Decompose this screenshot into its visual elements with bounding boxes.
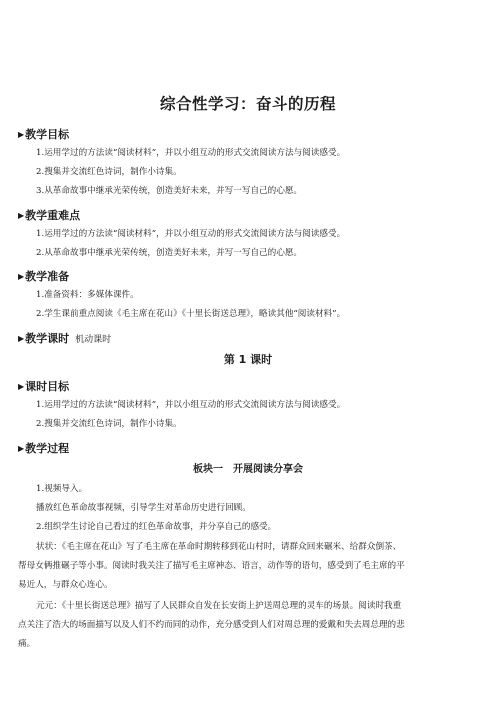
lesson-title: 第 1 课时 (223, 353, 273, 366)
lesson-objective-item: 1.运用学过的方法读“阅读材料”，并以小组互动的形式交流阅读方法与阅读感受。 (36, 400, 346, 410)
class-hours-value: 机动课时 (75, 335, 112, 345)
section-heading-lesson-objectives: ▶课时目标 (18, 380, 70, 393)
triangle-bullet-icon: ▶ (18, 382, 25, 391)
objective-item: 2.搜集并交流红色诗词，制作小诗集。 (36, 167, 182, 177)
paragraph-line: 点关注了浩大的场面描写以及人们不约而同的动作，充分感受到人们对周总理的爱戴和失去周总理的悲 (18, 620, 405, 630)
process-step: 播放红色革命故事视频，引导学生对革命历史进行回顾。 (36, 503, 251, 513)
preparation-item: 1.准备资料：多媒体课件。 (36, 290, 139, 300)
triangle-bullet-icon: ▶ (18, 211, 25, 220)
objective-item: 3.从革命故事中继承光荣传统，创造美好未来，并写一写自己的心愿。 (36, 186, 303, 196)
triangle-bullet-icon: ▶ (18, 272, 25, 281)
section-heading-objectives: ▶教学目标 (18, 128, 70, 141)
triangle-bullet-icon: ▶ (18, 334, 25, 343)
page-title: 综合性学习：奋斗的历程 (159, 95, 336, 113)
objective-item: 1.运用学过的方法读“阅读材料”，并以小组互动的形式交流阅读方法与阅读感受。 (36, 148, 346, 158)
triangle-bullet-icon: ▶ (18, 130, 25, 139)
process-step: 2.组织学生讨论自己看过的红色革命故事，并分享自己的感受。 (36, 522, 277, 532)
preparation-item: 2.学生课前重点阅读《毛主席在花山》《十里长街送总理》，略读其他“阅读材料”。 (36, 309, 346, 319)
paragraph-line: 痛。 (18, 639, 36, 649)
key-point-item: 1.运用学过的方法读“阅读材料”，并以小组互动的形式交流阅读方法与阅读感受。 (36, 229, 346, 239)
process-step: 1.视频导入。 (36, 484, 88, 494)
section-heading-class-hours: ▶教学课时 机动课时 (18, 332, 112, 345)
section-heading-preparation: ▶教学准备 (18, 270, 70, 283)
section-heading-key-points: ▶教学重难点 (18, 209, 81, 222)
key-point-item: 2.从革命故事中继承光荣传统，创造美好未来，并写一写自己的心愿。 (36, 248, 303, 258)
paragraph-line: 易近人，与群众心连心。 (18, 580, 113, 590)
paragraph-line: 帮母女俩推碾子等小事。阅读时我关注了描写毛主席神态、语言，动作等的语句，感受到了毛主席的平 (18, 561, 405, 571)
section-heading-process: ▶教学过程 (18, 442, 70, 455)
triangle-bullet-icon: ▶ (18, 444, 25, 453)
lesson-objective-item: 2.搜集并交流红色诗词，制作小诗集。 (36, 419, 182, 429)
paragraph-line: 元元：《十里长街送总理》描写了人民群众自发在长安街上护送周总理的灵车的场景。阅读时我重 (36, 601, 402, 611)
paragraph-line: 状状：《毛主席在花山》写了毛主席在革命时期转移到花山村时，请群众回来碾米、给群众倒茶、 (36, 542, 402, 552)
block-title: 板块一 开展阅读分享会 (193, 464, 303, 475)
